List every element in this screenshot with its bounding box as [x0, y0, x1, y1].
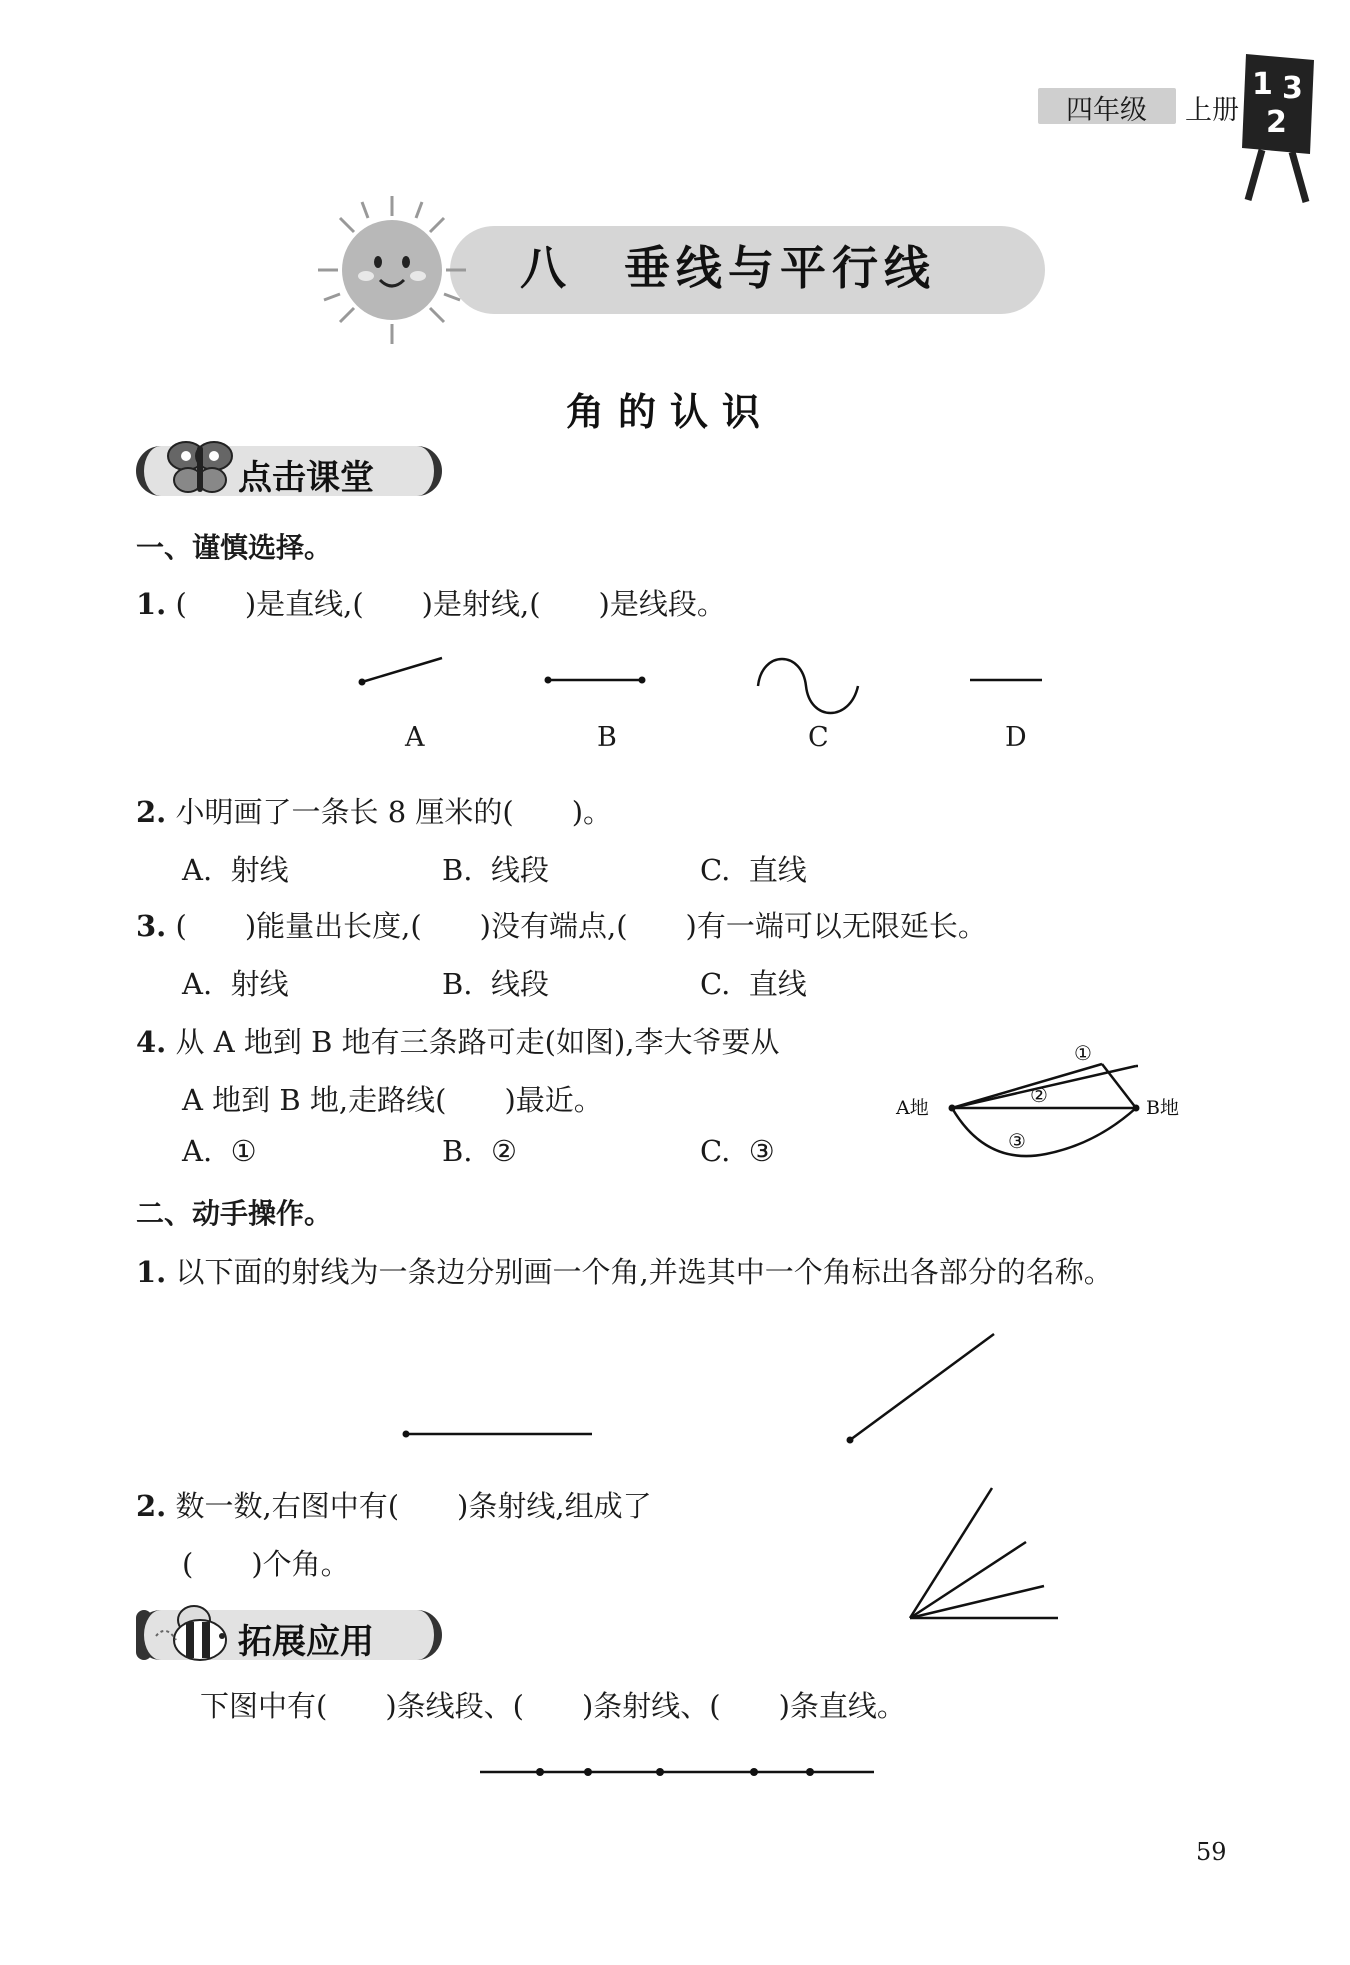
question-text-line1: 数一数,右图中有( )条射线,组成了 — [175, 1489, 652, 1523]
volume-label: 上册 — [1185, 95, 1239, 126]
figure-label-c: C — [808, 722, 829, 753]
blackboard-logo-icon — [1240, 50, 1320, 210]
point-b-label: B地 — [1146, 1097, 1179, 1119]
figure-a-ray — [350, 650, 450, 690]
route-1-label: ① — [1074, 1041, 1092, 1065]
question-1-2 — [136, 790, 612, 831]
question-text: ( )是直线,( )是射线,( )是线段。 — [175, 587, 726, 621]
logo-digit-3: 2 — [1266, 105, 1287, 140]
question-text: 小明画了一条长 8 厘米的( )。 — [175, 795, 613, 829]
part1-heading: 一、谨慎选择。 — [136, 531, 333, 564]
question-2-1 — [136, 1250, 1113, 1291]
ray-horizontal-figure — [400, 1424, 600, 1444]
chapter-title — [520, 232, 936, 298]
question-1-1 — [136, 582, 726, 623]
chapter-number: 八 — [520, 241, 572, 295]
figure-c-curve — [750, 650, 870, 720]
question-text: ( )能量出长度,( )没有端点,( )有一端可以无限延长。 — [175, 909, 987, 943]
route-2-label: ② — [1030, 1083, 1048, 1107]
option-c: C. 直线 — [700, 853, 807, 887]
rays-angle-figure — [900, 1480, 1080, 1630]
option-a: A. ① — [182, 1134, 257, 1168]
question-number: 3. — [136, 909, 167, 943]
ray-diagonal-figure — [840, 1328, 1010, 1452]
question-number: 2. — [136, 1489, 167, 1523]
chapter-name: 垂线与平行线 — [624, 241, 936, 295]
option-a: A. 射线 — [182, 967, 289, 1001]
page-number: 59 — [1196, 1838, 1227, 1866]
figure-b-segment — [540, 670, 650, 690]
option-c: C. ③ — [700, 1134, 775, 1168]
figure-label-a: A — [405, 722, 425, 753]
question-number: 2. — [136, 795, 167, 829]
question-2-2 — [136, 1484, 652, 1525]
sun-icon — [312, 190, 472, 350]
part2-heading: 二、动手操作。 — [136, 1197, 333, 1230]
section-title-classroom: 点击课堂 — [238, 458, 374, 498]
question-text-line2: ( )个角。 — [182, 1547, 350, 1581]
butterfly-icon — [164, 436, 236, 500]
point-a-label: A地 — [896, 1097, 929, 1119]
route-3-label: ③ — [1008, 1129, 1026, 1153]
option-c: C. 直线 — [700, 967, 807, 1001]
bee-icon — [150, 1596, 240, 1666]
question-text: 以下面的射线为一条边分别画一个角,并选其中一个角标出各部分的名称。 — [175, 1255, 1113, 1289]
logo-digit-1: 1 — [1252, 67, 1273, 102]
option-a: A. 射线 — [182, 853, 289, 887]
option-b: B. ② — [442, 1134, 517, 1168]
question-number: 4. — [136, 1025, 167, 1059]
question-text-line1: 从 A 地到 B 地有三条路可走(如图),李大爷要从 — [175, 1025, 780, 1059]
question-number: 1. — [136, 587, 167, 621]
grade-label: 四年级 — [1066, 95, 1147, 126]
question-text-line2: A 地到 B 地,走路线( )最近。 — [182, 1083, 603, 1117]
question-number: 1. — [136, 1255, 167, 1289]
figure-label-b: B — [597, 722, 617, 753]
line-with-points-figure — [476, 1762, 880, 1782]
figure-d-line — [966, 672, 1046, 688]
route-map-figure — [896, 1036, 1196, 1166]
option-b: B. 线段 — [442, 967, 549, 1001]
section-title-extension: 拓展应用 — [238, 1622, 374, 1662]
figure-label-d: D — [1005, 722, 1027, 753]
option-b: B. 线段 — [442, 853, 549, 887]
logo-digit-2: 3 — [1282, 71, 1303, 106]
extension-question: 下图中有( )条线段、( )条射线、( )条直线。 — [200, 1689, 906, 1723]
lesson-title: 角的认识 — [566, 390, 775, 434]
question-1-4 — [136, 1020, 779, 1061]
question-1-3 — [136, 904, 987, 945]
